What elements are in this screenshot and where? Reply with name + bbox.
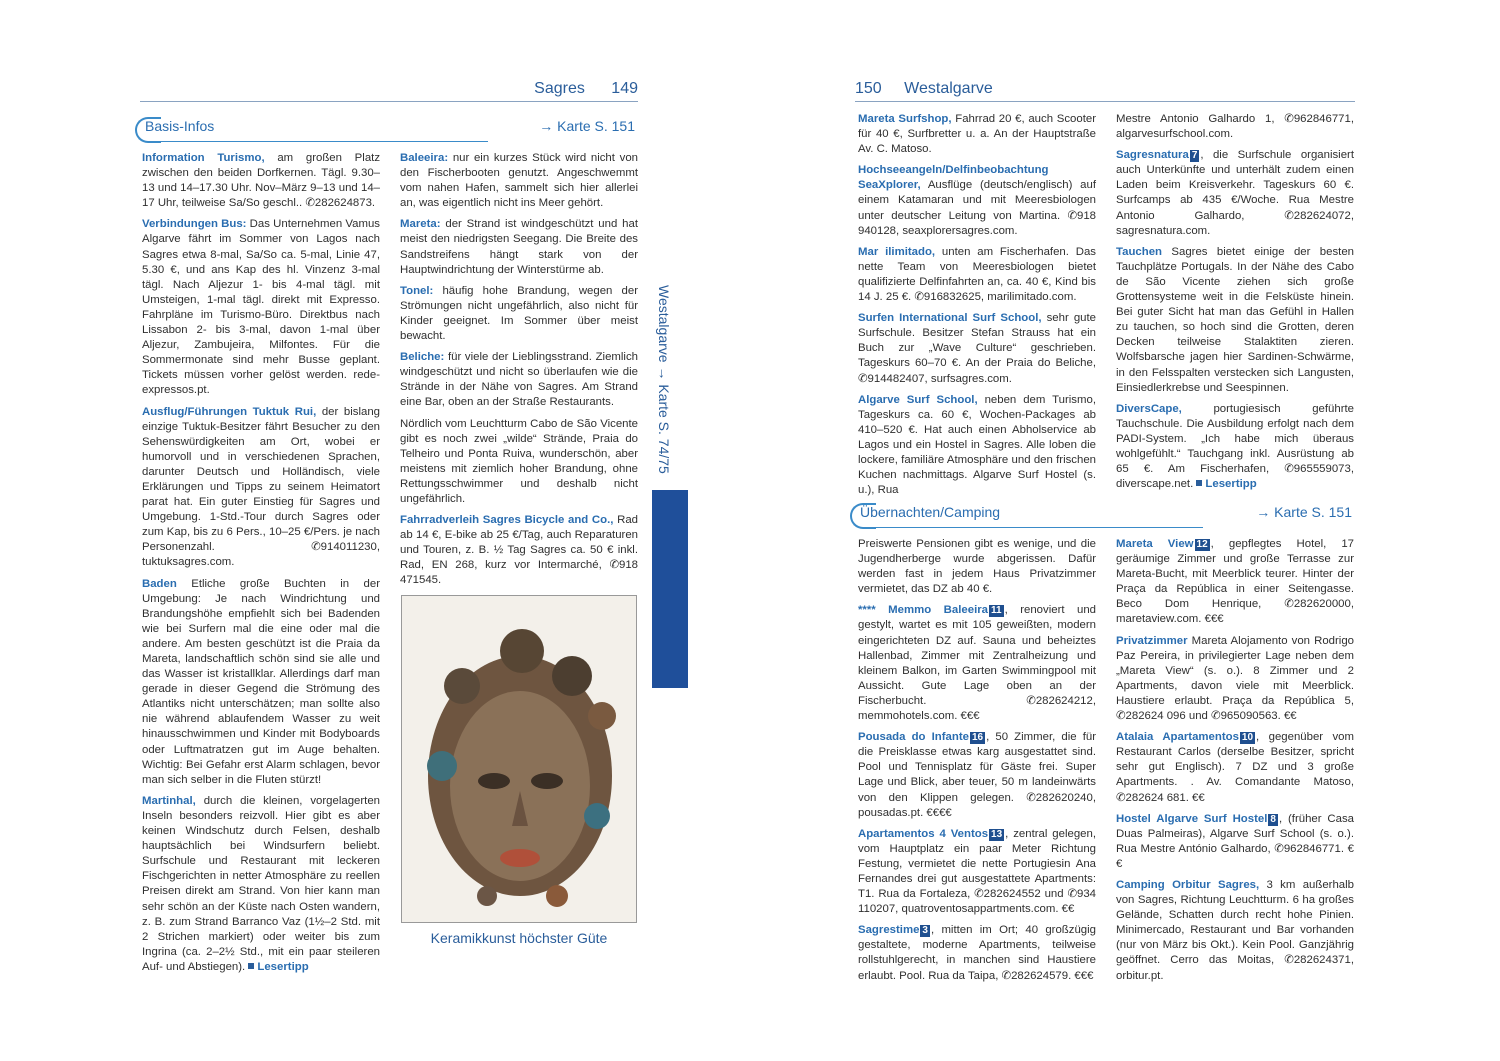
entry-text: Rad ab 14 €, E-bike ab 25 €/Tag, auch Reparaturen und Touren, z. B. ½ Tag Sagres ca. 50 € inkl. Rad, EN 268, kurz vor Intermarché, ✆918 471545. [400,514,638,587]
entry-text: am großen Platz zwischen den beiden Dorfkernen. Tägl. 9.30–13 und 14–17.30 Uhr. Nov–März 9–13 und 14–17 Uhr, teilweise Sa/So geschl.. ✆282624873. [142,152,381,210]
paragraph [400,513,638,588]
entry-keyword: Surfen International Surf School, [858,312,1042,325]
paragraph [858,112,1096,157]
entry-text: der bislang einzige Tuktuk-Besitzer fährt Besucher zu den Sehenswürdigkeiten am Ort, wobei er humorvoll und in verschiedenen Sprachen, darunter Deutsch und Holländisch, viele Erklärungen und Tipps zu seinem Heimatort parat hat. Ein guter Einstieg für Sagres und Umgebung. 1-Std.-Tour durch Sagres oder zum Kap, bis zu 6 Pers., 10–25 €/Pers. je nach Personenzahl. ✆914011230, tuktuksagres.com. [142,405,380,569]
entry-keyword: Sagrestime [858,924,920,937]
entry-text: , die Surfschule organisiert auch Unterkünfte und unterhält zudem einen Laden beim Kreisverkehr. Tageskurs 60 €. Surfcamps ab 435 €/Woche. Rua Mestre Antonio Galhardo, ✆282624072, sagresnatura.com. [1116,149,1354,237]
entry-text: der Strand ist windgeschützt und hat meist den niedrigsten Seegang. Die Breite des Sandstreifens hängt stark von der Hauptwindrichtung der Winterstürme ab. [400,218,638,276]
paragraph [142,217,380,398]
entry-keyword: Mar ilimitado, [858,245,936,258]
entry-text: Mestre Antonio Galhardo 1, ✆962846771, algarvesurfschool.com. [1116,113,1354,141]
entry-text: 3 km außerhalb von Sagres, Richtung Leuchtturm. 6 ha großes Gelände, Schatten durch recht hohe Pinien. Minimercado, Restaurant und Bar vorhanden (nur von März bis Okt.). Kein Pool. Ganzjährig geöffnet. Cerro das Moitas, ✆282624371, orbitur.pt. [1116,878,1354,982]
entry-keyword: Sagresnatura [1116,149,1189,162]
paragraph [1116,878,1354,984]
text-column-2-bottom [1116,537,1354,990]
entry-keyword: Apartamentos 4 Ventos [858,827,989,840]
entry-keyword: **** Memmo Baleeira [858,604,989,617]
entry-text: Sagres bietet einige der besten Tauchplätze Portugals. In der Nähe des Cabo de São Vicente ziehen sich große Grottensysteme weit in die Felsküste hinein. Bei guter Sicht hat man das Gefühl in Hallen zu tauchen, so hoch sind die Grotten, deren Decken teilweise Stalaktiten zieren. Wolfsbarsche jagen hier Sardinen-Schwärme, in den Felsspalten verstecken sich Langusten, Einsiedlerkrebse und Seespinnen. [1116,245,1354,394]
page-number: 149 [611,80,638,97]
reader-tip-label: Lesertipp [257,960,309,973]
reader-tip-badge [245,961,308,973]
paragraph [142,577,380,788]
entry-text: sehr gute Surfschule. Besitzer Stefan Strauss hat ein Buch zur „Wave Culture“ geschrieben. Tageskurs 60–70 €. An der Praia do Beliche, ✆914482407, surfsagres.com. [858,312,1096,385]
entry-text: , 50 Zimmer, die für die Preisklasse etwas karg ausgestattet sind. Pool und Tennisplatz für Gäste frei. Super Lage und Blick, aber teuer, 50 m landeinwärts von den Klippen gelegen. ✆282620240, pousadas.pt. €€€€ [858,731,1097,819]
entry-text: , gegenüber vom Restaurant Carlos (derselbe Besitzer, spricht sehr gut Englisch). 7 DZ und 3 große Apartments. . Av. Comandante Matoso, ✆282624 681. €€ [1116,731,1354,804]
entry-keyword: Atalaia Apartamentos [1116,731,1239,744]
map-marker-badge: 10 [1241,732,1254,744]
section-rule [858,527,1203,528]
entry-text: portugiesisch geführte Tauchschule. Die Ausbildung erfolgt nach dem PADI-System. „Ich habe mich überaus wohlgefühlt.“ Tauchgang inkl. Ausrüstung ab 65 €. Am Fischerhafen, ✆965559073, diverscape.net. [1116,402,1354,491]
text-column-2 [400,151,638,595]
paragraph [1116,812,1354,872]
entry-text: Nördlich vom Leuchtturm Cabo de São Vicente gibt es noch zwei „wilde“ Strände, Praia do Telheiro und Ponta Ruiva, wunderschön, aber meistens mit ziemlich hoher Brandung, ohne Rettungsschwimmer und deshalb nicht ungefährlich. [400,417,638,505]
paragraph [1116,634,1354,725]
entry-text: , renoviert und gestylt, wartet es mit 105 geweißten, modern eingerichteten DZ auf. Sauna und beheiztes Hallenbad, Zimmer mit Zentralheizung und kleinem Balkon, im Garten Swimmingpool mit Aussicht. Gute Lage oben an der Fischerbucht. ✆282624212, memmohotels.com. €€€ [858,604,1096,723]
map-marker-badge: 11 [991,605,1002,617]
entry-keyword: Baden [142,577,177,590]
section-title: Übernachten/Camping [860,504,1001,520]
entry-text: unten am Fischerhafen. Das nette Team von Meeresbiologen bietet qualifizierte Delfinfahrten an, ca. 40 €, Kind bis 14 J. 25 €. ✆916832625, marilimitado.com. [858,245,1096,304]
entry-keyword: Mareta View [1116,538,1194,550]
entry-keyword: DiversCape, [1116,402,1182,415]
entry-text: Etliche große Buchten in der Umgebung: Je nach Windrichtung und Brandungshöhe empfiehlt sich bei Badenden wie bei Surfern mal die eine oder mal die andere. Am besten geschützt ist die Praia da Mareta, landschaftlich schön sind sie alle und das Wasser ist kristallklar. Allerdings darf man gerade in dieser Gegend die Strömung des Atlantiks nicht unterschätzen; man sollte also nie während ablaufendem Wasser zu weit hinausschwimmen und Kinder mit Bodyboards oder Luftmatratzen gut im Auge behalten. Wichtig: Bei Gefahr erst Alarm schlagen, bevor man sich selber in die Fluten stürzt! [142,577,380,786]
entry-text: Mareta Alojamento von Rodrigo Paz Pereira, in privilegierter Lage neben dem „Mareta View“ (s. o.). 8 Zimmer und 2 Apartments, davon viele mit Meerblick. Haustiere erlaubt. Praça da República 5, ✆282624 096 und ✆965090563. €€ [1116,634,1354,723]
paragraph [858,537,1096,597]
paragraph [1116,537,1354,628]
page-header-right [855,80,1355,102]
section-heading-uebernachten [850,504,1352,528]
page-header-left [140,80,638,102]
entry-keyword: Ausflug/Führungen Tuktuk Rui, [142,405,317,418]
paragraph [142,794,380,975]
paragraph [400,217,638,277]
entry-text: neben dem Turismo, Tageskurs ca. 60 €, Wochen-Packages ab 410–520 €. Hat auch einen Abholservice ab Lagos und ein Hostel in Sagres. Alle loben die lockere, familiäre Atmosphäre und den frischen Kuchen nachmittags. Algarve Surf Hostel (s. u.), Rua [858,393,1096,497]
entry-keyword: Pousada do Infante [858,731,969,744]
ceramic-mask-photo [401,595,637,923]
map-reference-link[interactable]: → Karte S. 151 [1256,504,1352,520]
entry-keyword: Beliche: [400,351,445,364]
text-column-1-bottom [858,537,1096,990]
reader-tip-badge [1193,478,1256,490]
text-column-1 [142,151,380,981]
paragraph [142,405,380,571]
page-number: 150 [855,80,882,97]
paragraph [858,730,1096,821]
entry-keyword: Mareta: [400,218,441,231]
entry-text: Das Unternehmen Vamus Algarve fährt im Sommer von Lagos nach Sagres etwa 8-mal, Sa/So ca. 5-mal, Linie 47, 5.30 €, und ans Kap des hl. Vinzenz 3-mal tägl. Nach Aljezur 1- bis 4-mal tägl. mit Umsteigen, 1-mal tägl. direkt mit Expresso. Fahrpläne im Turismo-Büro. Direktbus nach Lissabon 2- bis 3-mal, davon 1-mal über Aljezur, Zambujeira, Milfontes. Für die Sommermonate sind mehr Busse geplant. Tickets müssen vorher gelöst werden. rede-expressos.pt. [142,218,380,397]
paragraph [1116,402,1354,493]
map-marker-badge: 13 [991,828,1003,840]
entry-keyword: Mareta Surfshop, [858,113,952,125]
entry-keyword: Privatzimmer [1116,634,1188,647]
entry-keyword: Information Turismo, [142,152,265,164]
paragraph [1116,245,1354,396]
paragraph [858,311,1096,386]
section-heading-basis-infos [135,118,635,142]
paragraph [1116,148,1354,239]
paragraph [858,923,1096,983]
photo-caption: Keramikkunst höchster Güte [430,930,608,946]
entry-text: , zentral gelegen, vom Hauptplatz ein paar Meter Richtung Festung, vermietet die nette Portugiesin Ana Fernandes drei gut ausgestattete Apartments: T1. Rua da Fortaleza, ✆282624552 und ✆934 110207, quatroventosappartments.com. €€ [858,827,1096,916]
entry-text: häufig hohe Brandung, wegen der Strömungen nicht ungefährlich, also nicht für Kinder geeignet. Im Sommer über meist bewacht. [400,284,638,343]
entry-text: Ausflüge (deutsch/englisch) auf einem Katamaran und mit Meeresbiologen unter deutscher Leitung von Martina. ✆918 940128, seaxplorersagres.com. [858,179,1096,237]
paragraph [858,827,1096,918]
entry-text: , gepflegtes Hotel, 17 geräumige Zimmer und große Terrasse zur Mareta-Bucht, mit Meerblick teurer. Hinter der Praça da República in einer Seitengasse. Beco Dom Henrique, ✆282620000, maretaview.com. €€€ [1116,538,1354,626]
entry-text: durch die kleinen, vorgelagerten Inseln besonders reizvoll. Hier gibt es aber keinen Windschutz durch Felsen, deshalb hauptsächlich bei Windsurfern beliebt. Surfschule und Restaurant mit leckeren Fischgerichten in netter Atmosphäre zu reellen Preisen direkt am Strand. Von hier kann man sehr schön an der Küste nach Osten wandern, z. B. zum Strand Barranco Vaz (1½–2 Std. mit 2 Strichen markiert) oder weiter bis zum Ingrina (ca. 2–2½ Std., mit ein paar steileren Auf- und Abstiegen). [142,794,380,973]
entry-keyword: Tauchen [1116,245,1162,258]
entry-keyword: Hochseeangeln/Delfinbeobachtung SeaXplorer, [858,164,1049,192]
entry-keyword: Martinhal, [142,794,196,807]
paragraph [400,417,638,508]
entry-keyword: Camping Orbitur Sagres, [1116,878,1260,891]
entry-text: Preiswerte Pensionen gibt es wenige, und die Jugendherberge wurde abgerissen. Dafür werden fast in jedem Haus Privatzimmer vermietet, das DZ ab 40 €. [858,538,1096,596]
paragraph [400,350,638,410]
paragraph [1116,112,1354,142]
paragraph [858,393,1096,499]
map-marker-badge: 8 [1270,813,1276,825]
paragraph [858,245,1096,305]
section-title: Basis-Infos [145,118,215,134]
header-title: Sagres [534,80,585,97]
square-bullet-icon [248,963,254,969]
thumb-index-tab [652,490,688,688]
header-title: Westalgarve [904,80,993,97]
entry-text: für viele der Lieblingsstrand. Ziemlich windgeschützt und nicht so überlaufen wie die Strände in der Nähe von Sagres. Am Strand eine Bar, oben an der Straße Restaurants. [400,351,638,409]
paragraph [400,151,638,211]
entry-text: nur ein kurzes Stück wird nicht von den Fischerbooten genutzt. Angeschwemmt vom nahen Hafen, sammelt sich hier allerlei an, was eigentlich nicht ins Meer gehört. [400,152,638,210]
entry-keyword: Algarve Surf School, [858,393,978,406]
entry-text: , mitten im Ort; 40 großzügig gestaltete, moderne Apartments, teilweise rollstuhlgerecht, in manchen sind Haustiere erlaubt. Pool. Rua da Taipa, ✆282624579. €€€ [858,924,1096,982]
text-column-2-top [1116,112,1354,498]
entry-text: , (früher Casa Duas Palmeiras), Algarve Surf School (s. o.). Rua Mestre António Galhardo, ✆962846771. €€ [1116,812,1354,870]
entry-keyword: Baleeira: [400,152,449,164]
square-bullet-icon [1196,480,1202,486]
map-marker-badge: 12 [1196,539,1208,550]
map-marker-badge: 16 [971,732,984,744]
paragraph [142,151,380,211]
paragraph [400,284,638,344]
map-marker-badge: 7 [1191,150,1198,162]
entry-text: Fahrrad 20 €, auch Scooter für 40 €, Surfbretter u. a. An der Hauptstraße Av. C. Matoso. [858,113,1096,156]
right-page [750,0,1500,1061]
entry-keyword: Tonel: [400,284,434,297]
map-marker-badge: 3 [922,925,928,937]
entry-keyword: Hostel Algarve Surf Hostel [1116,812,1268,825]
paragraph [858,603,1096,724]
reader-tip-label: Lesertipp [1205,478,1257,491]
text-column-1-top [858,112,1096,504]
section-rule [143,141,488,142]
entry-keyword: Fahrradverleih Sagres Bicycle and Co., [400,514,614,527]
map-reference-link[interactable]: → Karte S. 151 [539,118,635,134]
paragraph [858,163,1096,238]
side-tab-label: Westalgarve → Karte S. 74/75 [656,285,672,474]
paragraph [1116,730,1354,805]
entry-keyword: Verbindungen Bus: [142,218,247,231]
